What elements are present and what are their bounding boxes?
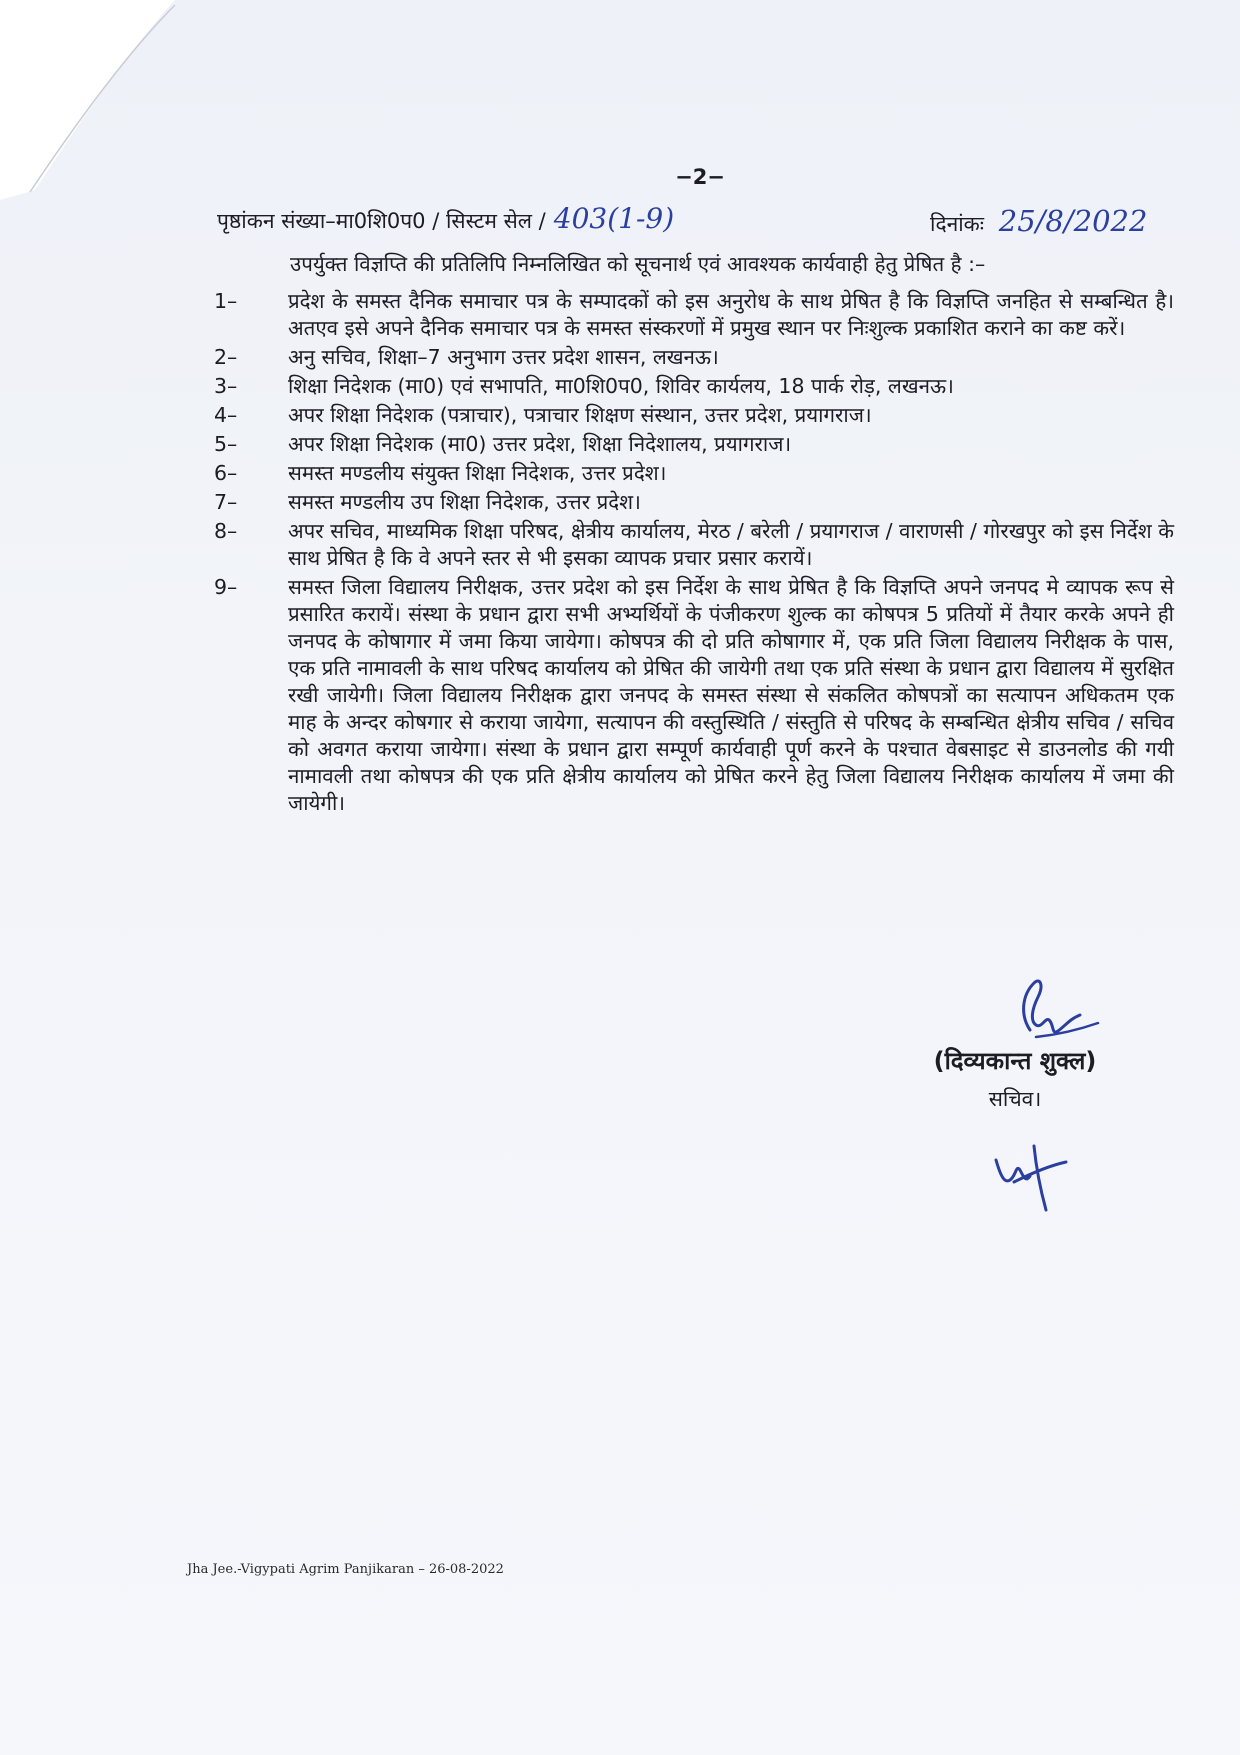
signatory-name: (दिव्यकान्त शुक्ल) bbox=[933, 1047, 1097, 1075]
item-number: 3– bbox=[214, 374, 238, 398]
list-item bbox=[214, 574, 1174, 817]
item-number: 7– bbox=[214, 490, 238, 514]
list-item bbox=[214, 518, 1174, 572]
endorsement-line bbox=[217, 202, 1017, 235]
list-item bbox=[214, 373, 1174, 400]
date-block bbox=[930, 204, 1147, 238]
item-text: समस्त जिला विद्यालय निरीक्षक, उत्तर प्रदेश को इस निर्देश के साथ प्रेषित है कि विज्ञप्ति अपने जनपद मे व्यापक रूप से प्रसारित करायें। संस्था के प्रधान द्वारा सभी अभ्यर्थियों के पंजीकरण शुल्क का कोषपत्र 5 प्रतियों में तैयार करके अपने ही जनपद के कोषागार में जमा किया जायेगा। कोषपत्र की दो प्रति कोषागार में, एक प्रति जिला विद्यालय निरीक्षक के पास, एक प्रति नामावली के साथ परिषद कार्यालय को प्रेषित की जायेगी तथा एक प्रति संस्था के प्रधान द्वारा विद्यालय में सुरक्षित रखी जायेगी। जिला विद्यालय निरीक्षक द्वारा जनपद के समस्त संस्था से संकलित कोषपत्रों का सत्यापन अधिकतम एक माह के अन्दर कोषगार से कराया जायेगा, सत्यापन की वस्तुस्थिति / संस्तुति से परिषद के सम्बन्धित क्षेत्रीय सचिव / सचिव को अवगत कराया जायेगा। संस्था के प्रधान द्वारा सम्पूर्ण कार्यवाही पूर्ण करने के पश्चात वेबसाइट से डाउनलोड की गयी नामावली तथा कोषपत्र की एक प्रति क्षेत्रीय कार्यालय को प्रेषित करने हेतु जिला विद्यालय निरीक्षक कार्यालय में जमा की जायेगी। bbox=[288, 575, 1174, 815]
item-text: अपर शिक्षा निदेशक (पत्राचार), पत्राचार शिक्षण संस्थान, उत्तर प्रदेश, प्रयागराज। bbox=[288, 403, 872, 427]
intro-text: उपर्युक्त विज्ञप्ति की प्रतिलिपि निम्नलिखित को सूचनार्थ एवं आवश्यक कार्यवाही हेतु प्रेषित है :– bbox=[290, 252, 986, 276]
signatory-block bbox=[900, 1044, 1130, 1113]
item-text: समस्त मण्डलीय संयुक्त शिक्षा निदेशक, उत्तर प्रदेश। bbox=[288, 461, 667, 485]
signatory-title: सचिव। bbox=[988, 1087, 1042, 1111]
list-item bbox=[214, 344, 1174, 371]
distribution-list bbox=[214, 288, 1174, 819]
item-number: 1– bbox=[214, 289, 238, 313]
signature-scribble bbox=[1000, 975, 1100, 1045]
list-item bbox=[214, 288, 1174, 342]
date-label: दिनांकः bbox=[930, 212, 985, 236]
list-item bbox=[214, 431, 1174, 458]
item-number: 6– bbox=[214, 461, 238, 485]
item-text: अपर शिक्षा निदेशक (मा0) उत्तर प्रदेश, शिक्षा निदेशालय, प्रयागराज। bbox=[288, 432, 792, 456]
page-fold-mark bbox=[0, 0, 200, 200]
page-number: −2− bbox=[675, 165, 725, 189]
endorsement-label: पृष्ठांकन संख्या–मा0शि0प0 / सिस्टम सेल / bbox=[217, 209, 546, 233]
list-item bbox=[214, 489, 1174, 516]
list-item bbox=[214, 402, 1174, 429]
item-text: अनु सचिव, शिक्षा–7 अनुभाग उत्तर प्रदेश शासन, लखनऊ। bbox=[288, 345, 719, 369]
list-item bbox=[214, 460, 1174, 487]
item-number: 9– bbox=[214, 575, 238, 599]
handwritten-endorsement-number: 403(1-9) bbox=[553, 202, 675, 235]
item-text: शिक्षा निदेशक (मा0) एवं सभापति, मा0शि0प0, शिविर कार्यलय, 18 पार्क रोड़, लखनऊ। bbox=[288, 374, 954, 398]
item-text: प्रदेश के समस्त दैनिक समाचार पत्र के सम्पादकों को इस अनुरोध के साथ प्रेषित है कि विज्ञप्ति जनहित से सम्बन्धित है। अतएव इसे अपने दैनिक समाचार पत्र के समस्त संस्करणों में प्रमुख स्थान पर निःशुल्क प्रकाशित कराने का कष्ट करें। bbox=[288, 289, 1174, 340]
item-number: 5– bbox=[214, 432, 238, 456]
item-text: अपर सचिव, माध्यमिक शिक्षा परिषद, क्षेत्रीय कार्यालय, मेरठ / बरेली / प्रयागराज / वाराणसी / गोरखपुर को इस निर्देश के साथ प्रेषित है कि वे अपने स्तर से भी इसका व्यापक प्रचार प्रसार करायें। bbox=[288, 519, 1174, 570]
handwritten-date: 25/8/2022 bbox=[998, 204, 1148, 238]
item-number: 4– bbox=[214, 403, 238, 427]
handwritten-initials bbox=[990, 1140, 1070, 1215]
item-number: 8– bbox=[214, 519, 238, 543]
item-number: 2– bbox=[214, 345, 238, 369]
item-text: समस्त मण्डलीय उप शिक्षा निदेशक, उत्तर प्रदेश। bbox=[288, 490, 641, 514]
footer-reference: Jha Jee.-Vigypati Agrim Panjikaran – 26-08-2022 bbox=[187, 1562, 504, 1577]
